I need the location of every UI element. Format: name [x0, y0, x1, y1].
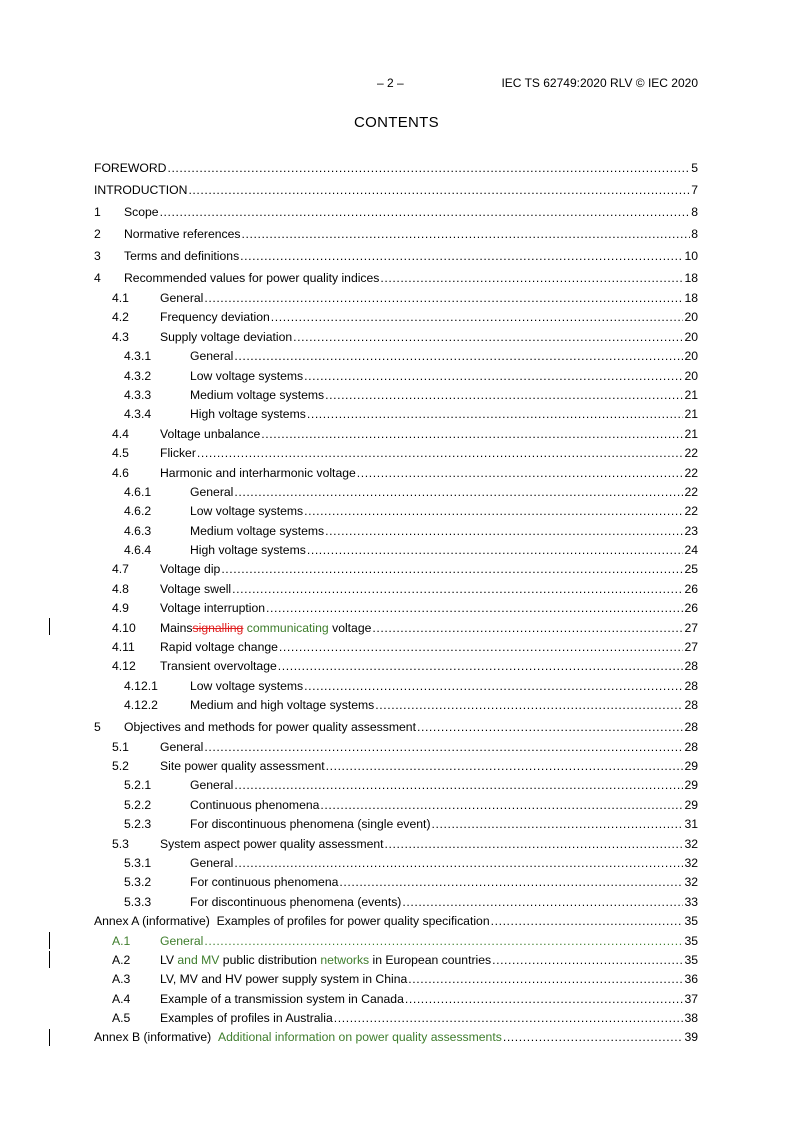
dot-leader — [432, 815, 684, 834]
dot-leader — [325, 386, 683, 405]
toc-page: 21 — [684, 407, 698, 422]
toc-entry-5-2-2[interactable] — [94, 796, 698, 815]
toc-entry-4-4[interactable] — [94, 425, 698, 444]
toc-page: 35 — [684, 952, 698, 967]
toc-page: 27 — [684, 640, 698, 655]
toc-page: 33 — [684, 894, 698, 909]
dot-leader — [279, 638, 684, 657]
toc-entry-a-1[interactable] — [94, 932, 698, 951]
dot-leader — [408, 970, 683, 989]
toc-page: 22 — [684, 504, 698, 519]
dot-leader — [492, 951, 683, 970]
toc-page: 8 — [691, 205, 698, 219]
toc-entry-5-3-1[interactable] — [94, 854, 698, 873]
inserted-text: networks — [320, 952, 370, 967]
toc-entry-a-5[interactable] — [94, 1009, 698, 1028]
toc-page: 26 — [684, 581, 698, 596]
toc-page: 37 — [684, 991, 698, 1006]
dot-leader — [188, 179, 690, 201]
toc-number: 4.3.4 — [124, 407, 152, 422]
toc-label: Continuous phenomena — [190, 797, 320, 812]
toc-page: 18 — [684, 291, 698, 305]
dot-leader — [491, 912, 684, 931]
change-bar — [49, 1029, 50, 1046]
toc-page: 21 — [684, 426, 698, 441]
toc-label: Normative references — [124, 227, 241, 241]
inserted-text: and MV — [174, 952, 220, 967]
toc-entry-5-2-3[interactable] — [94, 815, 698, 834]
toc-label: Supply voltage deviation — [160, 329, 293, 344]
change-bar — [49, 618, 50, 635]
dot-leader — [221, 560, 683, 579]
dot-leader — [307, 541, 684, 560]
toc-page: 22 — [684, 465, 698, 480]
toc-number: 5.2.1 — [124, 778, 152, 793]
toc-number: 1 — [94, 205, 101, 219]
dot-leader — [503, 1028, 684, 1047]
dot-leader — [204, 738, 683, 757]
toc-entry-4-3-2[interactable] — [94, 367, 698, 386]
toc-entry-foreword[interactable] — [94, 157, 698, 179]
toc-label: Terms and definitions — [124, 249, 240, 263]
toc-label: Voltage interruption — [160, 601, 266, 616]
toc-label: General — [160, 933, 204, 948]
toc-label: Annex A (informative) Examples of profiles for power quality specification — [94, 914, 490, 929]
dot-leader — [160, 201, 691, 223]
toc-page: 35 — [684, 933, 698, 948]
toc-label: FOREWORD — [94, 161, 167, 175]
toc-page: 29 — [684, 778, 698, 793]
toc-entry-4-3[interactable] — [94, 328, 698, 347]
toc-number: 5.3 — [112, 836, 129, 851]
toc-page: 23 — [684, 523, 698, 538]
toc-entry-5-3-2[interactable] — [94, 873, 698, 892]
annex-prefix: Annex B (informative) — [94, 1030, 212, 1045]
toc-label — [160, 619, 371, 638]
dot-leader — [325, 522, 683, 541]
toc-number: 4.12 — [112, 659, 136, 674]
toc-label: Low voltage systems — [190, 504, 304, 519]
dot-leader — [234, 776, 683, 795]
toc-number: A.2 — [112, 952, 131, 967]
toc-entry-introduction[interactable] — [94, 179, 698, 201]
dot-leader — [417, 716, 683, 738]
toc-entry-annex-b[interactable] — [94, 1028, 698, 1047]
dot-leader — [271, 308, 684, 327]
toc-label: General — [190, 349, 234, 364]
toc-page: 27 — [684, 620, 698, 635]
toc-label: INTRODUCTION — [94, 183, 188, 197]
dot-leader — [326, 757, 684, 776]
toc-number: 4.4 — [112, 426, 129, 441]
toc-page: 32 — [684, 836, 698, 851]
dot-leader — [357, 464, 684, 483]
toc-number: 4.6.1 — [124, 484, 152, 499]
toc-label: Examples of profiles in Australia — [160, 1011, 333, 1026]
dot-leader — [232, 580, 683, 599]
toc-label: High voltage systems — [190, 543, 306, 558]
toc-number: 5.1 — [112, 739, 129, 754]
toc-entry-4-3-1[interactable] — [94, 347, 698, 366]
toc-number: 4.8 — [112, 581, 129, 596]
toc-number: 5.2.2 — [124, 797, 152, 812]
toc-entry-annex-a[interactable] — [94, 912, 698, 931]
dot-leader — [304, 502, 683, 521]
toc-label: Harmonic and interharmonic voltage — [160, 465, 356, 480]
toc-page: 21 — [684, 387, 698, 402]
dot-leader — [204, 932, 683, 951]
toc-number: A.1 — [112, 933, 131, 948]
toc-label — [160, 951, 491, 970]
toc-number: 5.2.3 — [124, 817, 152, 832]
toc-label: General — [160, 739, 204, 754]
toc-page: 32 — [684, 875, 698, 890]
toc-page: 35 — [684, 914, 698, 929]
toc-entry-a-2[interactable] — [94, 951, 698, 970]
dot-leader — [304, 677, 683, 696]
toc-entry-4-10[interactable] — [94, 619, 698, 638]
label-text: voltage — [332, 620, 372, 635]
toc-page: 29 — [684, 758, 698, 773]
page-number: – 2 – — [377, 76, 404, 90]
toc-page: 28 — [684, 719, 698, 734]
toc-number: 4.1 — [112, 291, 129, 305]
toc-entry-a-4[interactable] — [94, 990, 698, 1009]
toc-label: Scope — [124, 205, 159, 219]
toc-entry-4-12[interactable] — [94, 657, 698, 676]
dot-leader — [167, 157, 690, 179]
table-of-contents — [94, 157, 698, 1048]
toc-page: 36 — [684, 972, 698, 987]
toc-entry-4-11[interactable] — [94, 638, 698, 657]
toc-page: 22 — [684, 446, 698, 461]
toc-number: A.5 — [112, 1011, 131, 1026]
dot-leader — [375, 696, 683, 715]
toc-entry-4-1[interactable] — [94, 289, 698, 308]
toc-label: For discontinuous phenomena (events) — [190, 894, 402, 909]
toc-entry-4[interactable] — [94, 267, 698, 289]
toc-label: Voltage unbalance — [160, 426, 261, 441]
toc-label: High voltage systems — [190, 407, 306, 422]
toc-number: A.4 — [112, 991, 131, 1006]
toc-number: 4.12.2 — [124, 698, 158, 713]
toc-page: 7 — [691, 183, 698, 197]
page-header — [94, 76, 698, 92]
label-text: Mains — [160, 620, 193, 635]
toc-page: 18 — [684, 271, 698, 285]
toc-number: 5.2 — [112, 758, 129, 773]
toc-page: 28 — [684, 678, 698, 693]
dot-leader — [293, 328, 683, 347]
toc-entry-4-12-2[interactable] — [94, 696, 698, 715]
toc-entry-5-3-3[interactable] — [94, 893, 698, 912]
toc-entry-4-2[interactable] — [94, 308, 698, 327]
toc-page: 25 — [684, 562, 698, 577]
page-title: CONTENTS — [354, 114, 439, 131]
dot-leader — [372, 619, 683, 638]
toc-number: 4.5 — [112, 446, 129, 461]
toc-entry-5[interactable] — [94, 716, 698, 738]
dot-leader — [339, 873, 683, 892]
toc-number: 4.2 — [112, 310, 129, 325]
toc-number: 4.6.2 — [124, 504, 152, 519]
toc-page: 38 — [684, 1011, 698, 1026]
dot-leader — [307, 405, 684, 424]
toc-label: For continuous phenomena — [190, 875, 339, 890]
dot-leader — [380, 267, 683, 289]
inserted-text: Additional information on power quality assessments — [217, 1030, 502, 1045]
toc-entry-4-8[interactable] — [94, 580, 698, 599]
toc-label: Rapid voltage change — [160, 640, 278, 655]
toc-page: 22 — [684, 484, 698, 499]
toc-page: 39 — [684, 1030, 698, 1045]
toc-label: General — [190, 855, 234, 870]
toc-entry-5-3[interactable] — [94, 835, 698, 854]
toc-entry-5-2-1[interactable] — [94, 776, 698, 795]
toc-number: 4.6.3 — [124, 523, 152, 538]
toc-number: 4.3.1 — [124, 349, 152, 364]
label-text: public distribution — [219, 952, 321, 967]
toc-label: General — [190, 484, 234, 499]
label-text: LV — [160, 952, 175, 967]
toc-label: Site power quality assessment — [160, 758, 325, 773]
dot-leader — [402, 893, 683, 912]
dot-leader — [266, 599, 683, 618]
toc-label: General — [190, 778, 234, 793]
toc-number: 3 — [94, 249, 101, 263]
toc-number: A.3 — [112, 972, 131, 987]
toc-entry-4-7[interactable] — [94, 560, 698, 579]
toc-number: 5.3.1 — [124, 855, 152, 870]
toc-number: 4.7 — [112, 562, 129, 577]
toc-number: 4.6.4 — [124, 543, 152, 558]
toc-number: 4.11 — [112, 640, 135, 655]
toc-label: General — [160, 291, 204, 305]
toc-number: 2 — [94, 227, 101, 241]
toc-label: Medium and high voltage systems — [190, 698, 375, 713]
dot-leader — [278, 657, 684, 676]
dot-leader — [204, 289, 683, 308]
toc-page: 5 — [691, 161, 698, 175]
dot-leader — [304, 367, 683, 386]
toc-page: 24 — [684, 543, 698, 558]
change-bar — [49, 932, 50, 949]
toc-entry-2[interactable] — [94, 223, 698, 245]
change-bar — [49, 951, 50, 968]
dot-leader — [234, 854, 683, 873]
document-reference: IEC TS 62749:2020 RLV © IEC 2020 — [501, 76, 698, 90]
toc-label: Low voltage systems — [190, 678, 304, 693]
toc-label: System aspect power quality assessment — [160, 836, 384, 851]
toc-entry-4-6[interactable] — [94, 464, 698, 483]
toc-entry-4-6-2[interactable] — [94, 502, 698, 521]
toc-label: Medium voltage systems — [190, 387, 325, 402]
toc-entry-4-5[interactable] — [94, 444, 698, 463]
toc-label: Low voltage systems — [190, 368, 304, 383]
toc-number: 4.3.2 — [124, 368, 152, 383]
toc-page: 26 — [684, 601, 698, 616]
toc-entry-4-6-1[interactable] — [94, 483, 698, 502]
dot-leader — [405, 990, 684, 1009]
dot-leader — [240, 245, 683, 267]
toc-entry-5-2[interactable] — [94, 757, 698, 776]
dot-leader — [385, 835, 684, 854]
toc-page: 20 — [684, 329, 698, 344]
toc-number: 4.6 — [112, 465, 129, 480]
toc-label: Recommended values for power quality indices — [124, 271, 380, 285]
toc-label: Flicker — [160, 446, 196, 461]
toc-entry-5-1[interactable] — [94, 738, 698, 757]
toc-entry-a-3[interactable] — [94, 970, 698, 989]
dot-leader — [234, 347, 683, 366]
dot-leader — [234, 483, 683, 502]
toc-number: 5.3.2 — [124, 875, 152, 890]
toc-page: 28 — [684, 739, 698, 754]
inserted-text: communicating — [246, 620, 329, 635]
toc-number: 4.3 — [112, 329, 129, 344]
toc-entry-4-6-4[interactable] — [94, 541, 698, 560]
toc-number: 4.3.3 — [124, 387, 152, 402]
toc-page: 29 — [684, 797, 698, 812]
toc-label — [94, 1028, 502, 1047]
dot-leader — [261, 425, 683, 444]
toc-label: Medium voltage systems — [190, 523, 325, 538]
toc-page: 28 — [684, 698, 698, 713]
toc-entry-1[interactable] — [94, 201, 698, 223]
toc-entry-4-3-3[interactable] — [94, 386, 698, 405]
toc-label: Voltage swell — [160, 581, 232, 596]
toc-entry-4-6-3[interactable] — [94, 522, 698, 541]
toc-label: Transient overvoltage — [160, 659, 277, 674]
toc-entry-3[interactable] — [94, 245, 698, 267]
toc-number: 5.3.3 — [124, 894, 152, 909]
toc-number: 4.12.1 — [124, 678, 158, 693]
toc-page: 20 — [684, 310, 698, 325]
toc-page: 20 — [684, 368, 698, 383]
toc-label: Voltage dip — [160, 562, 221, 577]
dot-leader — [242, 223, 691, 245]
toc-page: 28 — [684, 659, 698, 674]
dot-leader — [320, 796, 683, 815]
toc-entry-4-9[interactable] — [94, 599, 698, 618]
toc-label: For discontinuous phenomena (single event) — [190, 817, 431, 832]
toc-entry-4-3-4[interactable] — [94, 405, 698, 424]
toc-number: 5 — [94, 719, 101, 734]
toc-page: 32 — [684, 855, 698, 870]
toc-label: Frequency deviation — [160, 310, 270, 325]
toc-number: 4.10 — [112, 620, 136, 635]
toc-entry-4-12-1[interactable] — [94, 677, 698, 696]
toc-label: Example of a transmission system in Canada — [160, 991, 404, 1006]
dot-leader — [334, 1009, 684, 1028]
toc-page: 31 — [684, 817, 698, 832]
toc-label: Objectives and methods for power quality assessment — [124, 719, 416, 734]
toc-label: LV, MV and HV power supply system in China — [160, 972, 408, 987]
toc-number: 4 — [94, 271, 101, 285]
toc-page: 10 — [684, 249, 698, 263]
toc-page: 20 — [684, 349, 698, 364]
label-text: in European countries — [369, 952, 492, 967]
dot-leader — [197, 444, 684, 463]
deleted-text: signalling — [192, 620, 244, 635]
toc-page: 8 — [691, 227, 698, 241]
toc-number: 4.9 — [112, 601, 129, 616]
